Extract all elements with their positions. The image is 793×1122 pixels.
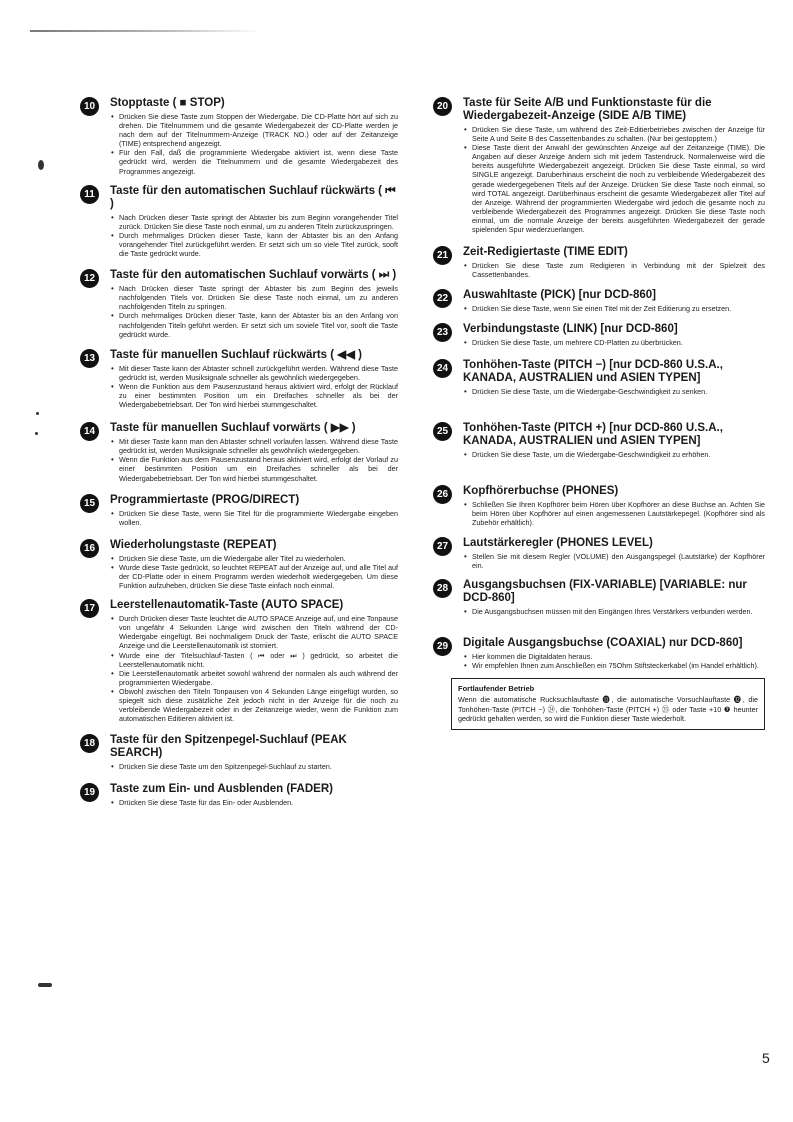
section-number-badge: 12 (80, 269, 99, 288)
scan-speck (38, 160, 44, 170)
section-title: Programmiertaste (PROG/DIRECT) (110, 493, 300, 506)
bullet-list (110, 284, 398, 339)
section-number-badge: 22 (433, 289, 452, 308)
section-25 (433, 422, 765, 459)
scan-speck (36, 412, 39, 415)
section-22 (433, 289, 765, 313)
section-20 (433, 97, 765, 234)
section-27 (433, 537, 765, 570)
bullet-item: • Drücken Sie diese Taste, wenn Sie einen Titel mit der Zeit Editierung zu ersetzen. (472, 304, 765, 313)
section-title: Digitale Ausgangsbuchse (COAXIAL) nur DCD-860] (463, 637, 743, 650)
section-21 (433, 246, 765, 279)
bullet-item: • Drücken Sie diese Taste, um mehrere CD-Platten zu überbrücken. (472, 338, 765, 347)
section-24 (433, 359, 765, 396)
bullet-list (463, 607, 765, 616)
section-number-badge: 10 (80, 97, 99, 116)
section-16 (80, 539, 398, 590)
continuous-operation-note (451, 678, 765, 730)
bullet-item: • Die Ausgangsbuchsen müssen mit den Eingängen Ihres Verstärkers verbunden werden. (472, 607, 765, 616)
section-number-badge: 16 (80, 539, 99, 558)
bullet-list (110, 509, 398, 527)
section-title: Tonhöhen-Taste (PITCH −) [nur DCD-860 U.S.A., KANADA, AUSTRALIEN und ASIEN TYPEN] (463, 358, 723, 384)
section-number-badge: 13 (80, 349, 99, 368)
section-title: Stopptaste ( ■ STOP) (110, 97, 225, 109)
bullet-list (110, 437, 398, 482)
left-column (80, 97, 398, 818)
section-title: Lautstärkeregler (PHONES LEVEL) (463, 536, 653, 549)
bullet-list (463, 338, 765, 347)
bullet-list (110, 614, 398, 723)
bullet-item: • Drücken Sie diese Taste, um die Wiedergabe-Geschwindigkeit zu senken. (472, 387, 765, 396)
bullet-item: • Hier kommen die Digitaldaten heraus. (472, 652, 765, 661)
note-title: Fortlaufender Betrieb (458, 684, 535, 694)
section-number-badge: 24 (433, 359, 452, 378)
page-number: 5 (762, 1050, 770, 1066)
bullet-item: • Mit dieser Taste kann der Abtaster schnell zurückgeführt werden. Während diese Taste gedrückt ist, werden Musiksignale schneller als gewöhnlich wiedergegeben. (119, 364, 398, 382)
section-number-badge: 15 (80, 494, 99, 513)
bullet-item: • Stellen Sie mit diesem Regler (VOLUME) den Ausgangspegel (Lautstärke) der Kopfhörer ein. (472, 552, 765, 570)
section-title: Taste für manuellen Suchlauf rückwärts ( ◀◀ ) (110, 348, 363, 361)
section-19 (80, 783, 398, 807)
section-title: Taste für den automatischen Suchlauf vorwärts ( ⏭ ) (110, 269, 397, 282)
bullet-item: • Drücken Sie diese Taste, um während des Zeit-Editierbetriebes zwischen der Anzeige für Seite A und Seite B des Cassettenbandes zu schalten. (Nur bei gestopptem.) (472, 125, 765, 143)
section-number-badge: 25 (433, 422, 452, 441)
section-26 (433, 485, 765, 527)
bullet-item: • Die Leerstellenautomatik arbeitet sowohl während der normalen als auch während der programmierten Wiedergabe. (119, 669, 398, 687)
section-number-badge: 21 (433, 246, 452, 265)
section-title: Verbindungstaste (LINK) [nur DCD-860] (463, 323, 678, 336)
bullet-list (463, 552, 765, 570)
bullet-item: • Wurde diese Taste gedrückt, so leuchtet REPEAT auf der Anzeige auf, und alle Titel auf der CD-Platte oder in einem Programm werden wiederholt wiedergegeben. Um diese Funktion aufzuheben, drücken Sie diese Taste einfach noch einmal. (119, 563, 398, 590)
section-13 (80, 349, 398, 409)
section-title: Auswahltaste (PICK) [nur DCD-860] (463, 289, 656, 302)
section-number-badge: 20 (433, 97, 452, 116)
bullet-item: • Drücken Sie diese Taste zum Redigieren in Verbindung mit der Spielzeit des Cassettenbandes. (472, 261, 765, 279)
section-14 (80, 422, 398, 482)
section-number-badge: 27 (433, 537, 452, 556)
bullet-list (110, 364, 398, 409)
bullet-item: • Wurde eine der Titelsuchlauf-Tasten ( ⏮ oder ⏭ ) gedrückt, so arbeitet die Leerstellenautomatik nicht. (119, 651, 398, 669)
bullet-list (463, 387, 765, 396)
bullet-list (463, 125, 765, 234)
section-number-badge: 14 (80, 422, 99, 441)
note-text: Wenn die automatische Rucksuchlauftaste ⓫, die automatische Vorsuchlauftaste ⓬, die Tonhöhen-Taste (PITCH −) ㉔, die Tonhöhen-Taste (PITCH +) ㉕ oder Taste +10 ❼ heunter gedrückt gehalten werden, so wird die Funktion dieser Taste wiederholt. (458, 695, 758, 723)
section-title: Leerstellenautomatik-Taste (AUTO SPACE) (110, 599, 344, 612)
bullet-item: • Drücken Sie diese Taste, um die Wiedergabe-Geschwindigkeit zu erhöhen. (472, 450, 765, 459)
section-title: Taste für manuellen Suchlauf vorwärts ( ▶▶ ) (110, 422, 356, 435)
section-number-badge: 28 (433, 579, 452, 598)
section-title: Taste für den Spitzenpegel-Suchlauf (PEAK SEARCH) (110, 734, 347, 760)
section-title: Taste für Seite A/B und Funktionstaste für die Wiedergabezeit-Anzeige (SIDE A/B TIME) (463, 97, 712, 122)
bullet-list (463, 652, 765, 670)
section-number-badge: 26 (433, 485, 452, 504)
bullet-item: • Obwohl zwischen den Titeln Tonpausen von 4 Sekunden Länge eingefügt wurden, so spiegelt sich diese zusätzliche Zeit jedoch nicht in der Anzeige für die noch zu verbleibende Wiedergabezeit oder in der Zeitanzeige wieder, wenn die Funktion zum automatischen Editieren aktiviert ist. (119, 687, 398, 723)
section-23 (433, 323, 765, 347)
section-28 (433, 579, 765, 616)
bullet-item: • Durch mehrmaliges Drücken dieser Taste, kann der Abtaster bis an den Anfang von nachfolgenden Titeln geführt werden. Er setzt sich um soviele Titel vor, sooft die Taste gedrückt wurde. (119, 311, 398, 338)
section-title: Taste für den automatischen Suchlauf rückwärts ( ⏮ ) (110, 184, 396, 210)
bullet-item: • Wenn die Funktion aus dem Pausenzustand heraus aktiviert wird, erfolgt der Vorlauf zu einer bestimmten Position um ein Dreifaches schneller als bei der Wiedergabebetriebsart. Der Ton wird hierbei stummgeschaltet. (119, 455, 398, 482)
bullet-item: • Drücken Sie diese Taste zum Stoppen der Wiedergabe. Die CD-Platte hört auf sich zu drehen. Die Titelnummern und die gesamte Wiedergabezeit der CD-Platte werden je nach dem auf der Titelnummern-Anzeige (TRACK NO.) oder auf der Zeitanzeige (TIME) entsprechend angezeigt. (119, 112, 398, 148)
bullet-list (110, 554, 398, 590)
bullet-item: • Drücken Sie diese Taste für das Ein- oder Ausblenden. (119, 798, 398, 807)
bullet-list (463, 261, 765, 279)
bullet-item: • Durch Drücken dieser Taste leuchtet die AUTO SPACE Anzeige auf, und eine Tonpause von ungefähr 4 Sekunden Länge wird zwischen den Titeln während der CD-Wiedergabe eingefügt. Bei nochmaligem Druck der Taste, erlischt die AUTO SPACE Anzeige und die Leerstellenautomatik ist storniert. (119, 614, 398, 650)
scan-speck (38, 983, 52, 987)
bullet-item: • Mit dieser Taste kann man den Abtaster schnell vorlaufen lassen. Während diese Taste gedrückt ist, werden Musiksignale schneller als gewöhnlich wiedergegeben. (119, 437, 398, 455)
section-number-badge: 11 (80, 185, 99, 204)
section-title: Wiederholungstaste (REPEAT) (110, 538, 277, 551)
bullet-item: • Nach Drücken dieser Taste springt der Abtaster bis zum Beginn des jeweils nachfolgenden Titels vor. Drücken Sie diese Taste noch einmal, um zu anderen nachfolgenden Titeln zu springen. (119, 284, 398, 311)
section-title: Taste zum Ein- und Ausblenden (FADER) (110, 783, 333, 796)
bullet-list (110, 762, 398, 771)
section-number-badge: 18 (80, 734, 99, 753)
bullet-item: • Wenn die Funktion aus dem Pausenzustand heraus aktiviert wird, erfolgt der Rücklauf zu einer bestimmten Position um ein Dreifaches schneller als bei der Wiedergabebetriebsart. Der Ton wird hierbei stummgeschaltet. (119, 382, 398, 409)
bullet-item: • Drücken Sie diese Taste, wenn Sie Titel für die programmierte Wiedergabe eingeben wollen. (119, 509, 398, 527)
bullet-item: • Nach Drücken dieser Taste springt der Abtaster bis zum Beginn vorangehender Titel zurück. Drücken Sie diese Taste noch einmal, um zu anderen Titeln zurückzuspringen. (119, 213, 398, 231)
right-column (433, 97, 765, 730)
section-18 (80, 734, 398, 771)
bullet-item: • Für den Fall, daß die programmierte Wiedergabe aktiviert ist, wenn diese Taste gedrückt wird, werden die Titelnummern und die gesamte Wiedergabezeit des Programmes angezeigt. (119, 148, 398, 175)
scan-speck (35, 432, 38, 435)
section-15 (80, 494, 398, 527)
section-12 (80, 269, 398, 339)
section-10 (80, 97, 398, 176)
section-title: Tonhöhen-Taste (PITCH +) [nur DCD-860 U.S.A., KANADA, AUSTRALIEN und ASIEN TYPEN] (463, 421, 723, 447)
bullet-item: • Drücken Sie diese Taste, um die Wiedergabe aller Titel zu wiederholen. (119, 554, 398, 563)
section-17 (80, 599, 398, 723)
bullet-item: • Wir empfehlen Ihnen zum Anschließen ein 75Ohm Stiftsteckerkabel (im Handel erhältlich). (472, 661, 765, 670)
section-29 (433, 637, 765, 670)
bullet-list (110, 112, 398, 176)
bullet-list (463, 500, 765, 527)
bullet-item: • Drücken Sie diese Taste um den Spitzenpegel-Suchlauf zu starten. (119, 762, 398, 771)
section-number-badge: 17 (80, 599, 99, 618)
bullet-item: • Durch mehrmaliges Drücken dieser Taste, kann der Abtaster bis an den Anfang vorangehender Titel zurückgeführt werden. Er setzt sich um so viele Titel zurück, sooft die Taste gedrückt wurde. (119, 231, 398, 258)
bullet-list (110, 213, 398, 258)
section-title: Kopfhörerbuchse (PHONES) (463, 484, 619, 497)
bullet-item: • Diese Taste dient der Anwahl der gewünschten Anzeige auf der Zeitanzeige (TIME). Die Angaben auf dieser Anzeige ändern sich mit jedem Tastendruck. Normalerweise wird die bereits ausgeführte Wiedergabezeit angezeigt. Drücken Sie diese Taste einmal, so wird SINGLE angezeigt. Daruberhinaus erscheint die noch zu verbleibende Wiedergabezeit des gerade wiedergegebenen Titels auf der Anzeige. Drücken Sie diese Taste noch einmal, so wird TOTAL angezeigt. Darüberhinaus erscheint die gesamte Wiedergabezeit aller Titel auf der Anzeige. Während der programmierten Wiedergabe wird jedoch die gesamte noch zu verbleibende Wiedergabezeit des Programmes angezeigt. Drücken Sie diese Taste noch einmal, um die normale Anzeige der bereits ausgeführten Wiedergabezeit der gerade spielenden Spur wiederzuerlangen. (472, 143, 765, 234)
section-title: Ausgangsbuchsen (FIX-VARIABLE) [VARIABLE: nur DCD-860] (463, 579, 747, 605)
section-number-badge: 29 (433, 637, 452, 656)
section-11 (80, 185, 398, 258)
section-number-badge: 23 (433, 323, 452, 342)
bullet-list (110, 798, 398, 807)
section-title: Zeit-Redigiertaste (TIME EDIT) (463, 246, 628, 259)
bullet-list (463, 304, 765, 313)
bullet-list (463, 450, 765, 459)
bullet-item: • Schließen Sie Ihren Kopfhörer beim Hören über Kopfhörer an diese Buchse an. Achten Sie beim Hören über Kopfhörer auf einen angemessenen Lautstärkepegel. (Kopfhörer sind als Zubehör erhältlich). (472, 500, 765, 527)
scan-artifact-line (30, 30, 260, 32)
section-number-badge: 19 (80, 783, 99, 802)
